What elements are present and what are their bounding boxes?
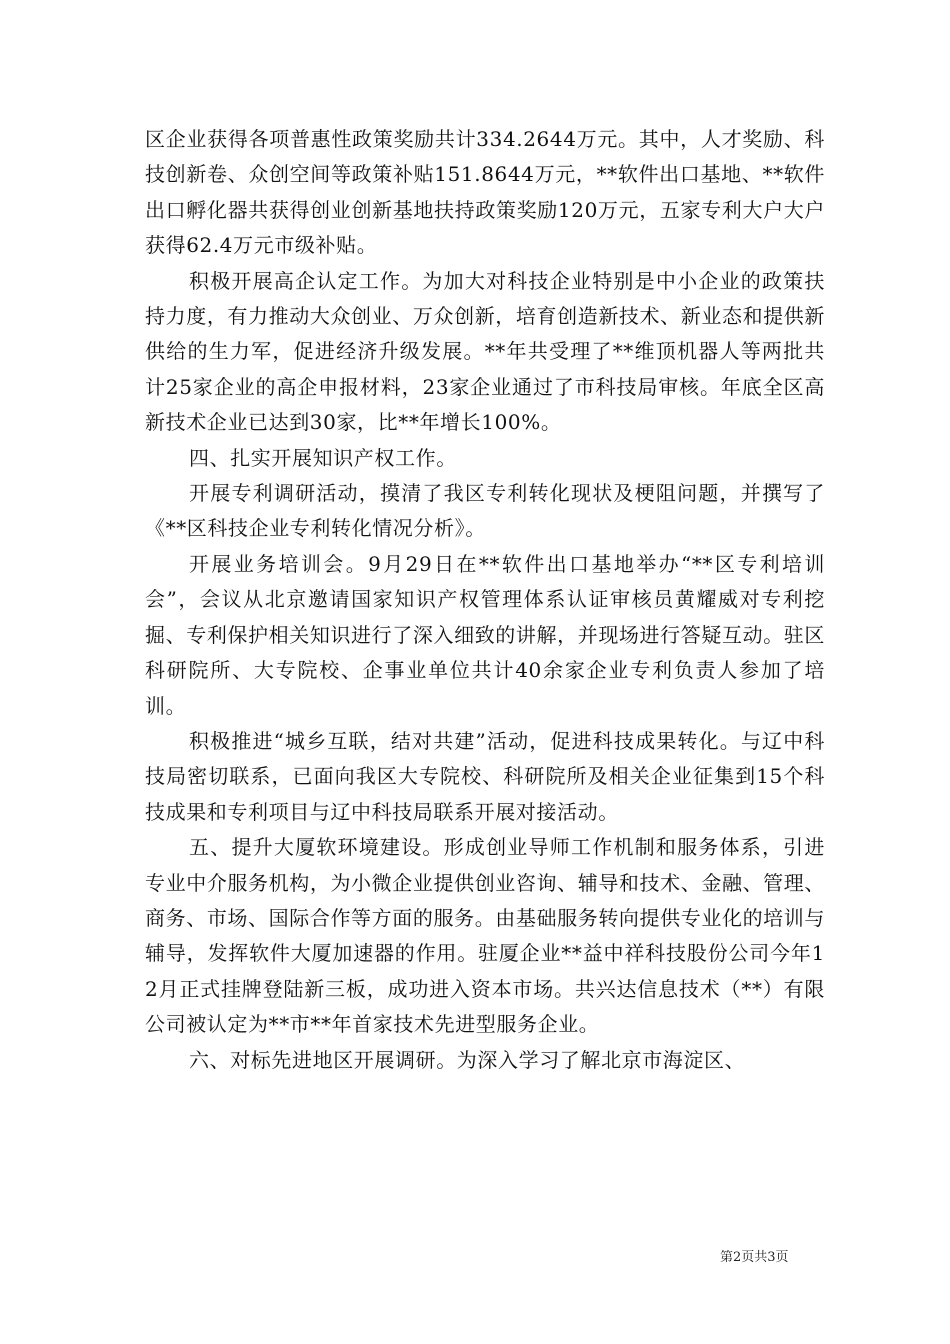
paragraph-8: 六、对标先进地区开展调研。为深入学习了解北京市海淀区、 xyxy=(189,1047,746,1072)
paragraph-4: 开展专利调研活动，摸清了我区专利转化现状及梗阻问题，并撰写了《**区科技企业专利转化情况分析》。 xyxy=(145,481,825,541)
page-number-footer: 第2页共3页 xyxy=(720,1250,789,1265)
paragraph-6: 积极推进“城乡互联，结对共建”活动，促进科技成果转化。与辽中科技局密切联系，已面向我区大专院校、科研院所及相关企业征集到15个科技成果和专利项目与辽中科技局联系开展对接活动。 xyxy=(145,728,825,824)
paragraph-1: 区企业获得各项普惠性政策奖励共计334.2644万元。其中，人才奖励、科技创新卷、众创空间等政策补贴151.8644万元，**软件出口基地、**软件出口孵化器共获得创业创新基地扶持政策奖励120万元，五家专利大户大户获得62.4万元市级补贴。 xyxy=(145,127,825,258)
section-heading-4: 四、扎实开展知识产权工作。 xyxy=(189,445,457,470)
paragraph-2: 积极开展高企认定工作。为加大对科技企业特别是中小企业的政策扶持力度，有力推动大众创业、万众创新，培育创造新技术、新业态和提供新供给的生力军，促进经济升级发展。**年共受理了**维顶机器人等两批共计25家企业的高企申报材料，23家企业通过了市科技局审核。年底全区高新技术企业已达到30家，比**年增长100%。 xyxy=(145,268,825,435)
paragraph-5: 开展业务培训会。9月29日在**软件出口基地举办“**区专利培训会”，会议从北京邀请国家知识产权管理体系认证审核员黄耀威对专利挖掘、专利保护相关知识进行了深入细致的讲解，并现场进行答疑互动。驻区科研院所、大专院校、企事业单位共计40余家企业专利负责人参加了培训。 xyxy=(145,551,825,718)
document-body xyxy=(145,122,825,1078)
paragraph-7: 五、提升大厦软环境建设。形成创业导师工作机制和服务体系，引进专业中介服务机构，为小微企业提供创业咨询、辅导和技术、金融、管理、商务、市场、国际合作等方面的服务。由基础服务转向提供专业化的培训与辅导，发挥软件大厦加速器的作用。驻厦企业**益中祥科技股份公司今年12月正式挂牌登陆新三板，成功进入资本市场。共兴达信息技术（**）有限公司被认定为**市**年首家技术先进型服务企业。 xyxy=(145,835,825,1037)
